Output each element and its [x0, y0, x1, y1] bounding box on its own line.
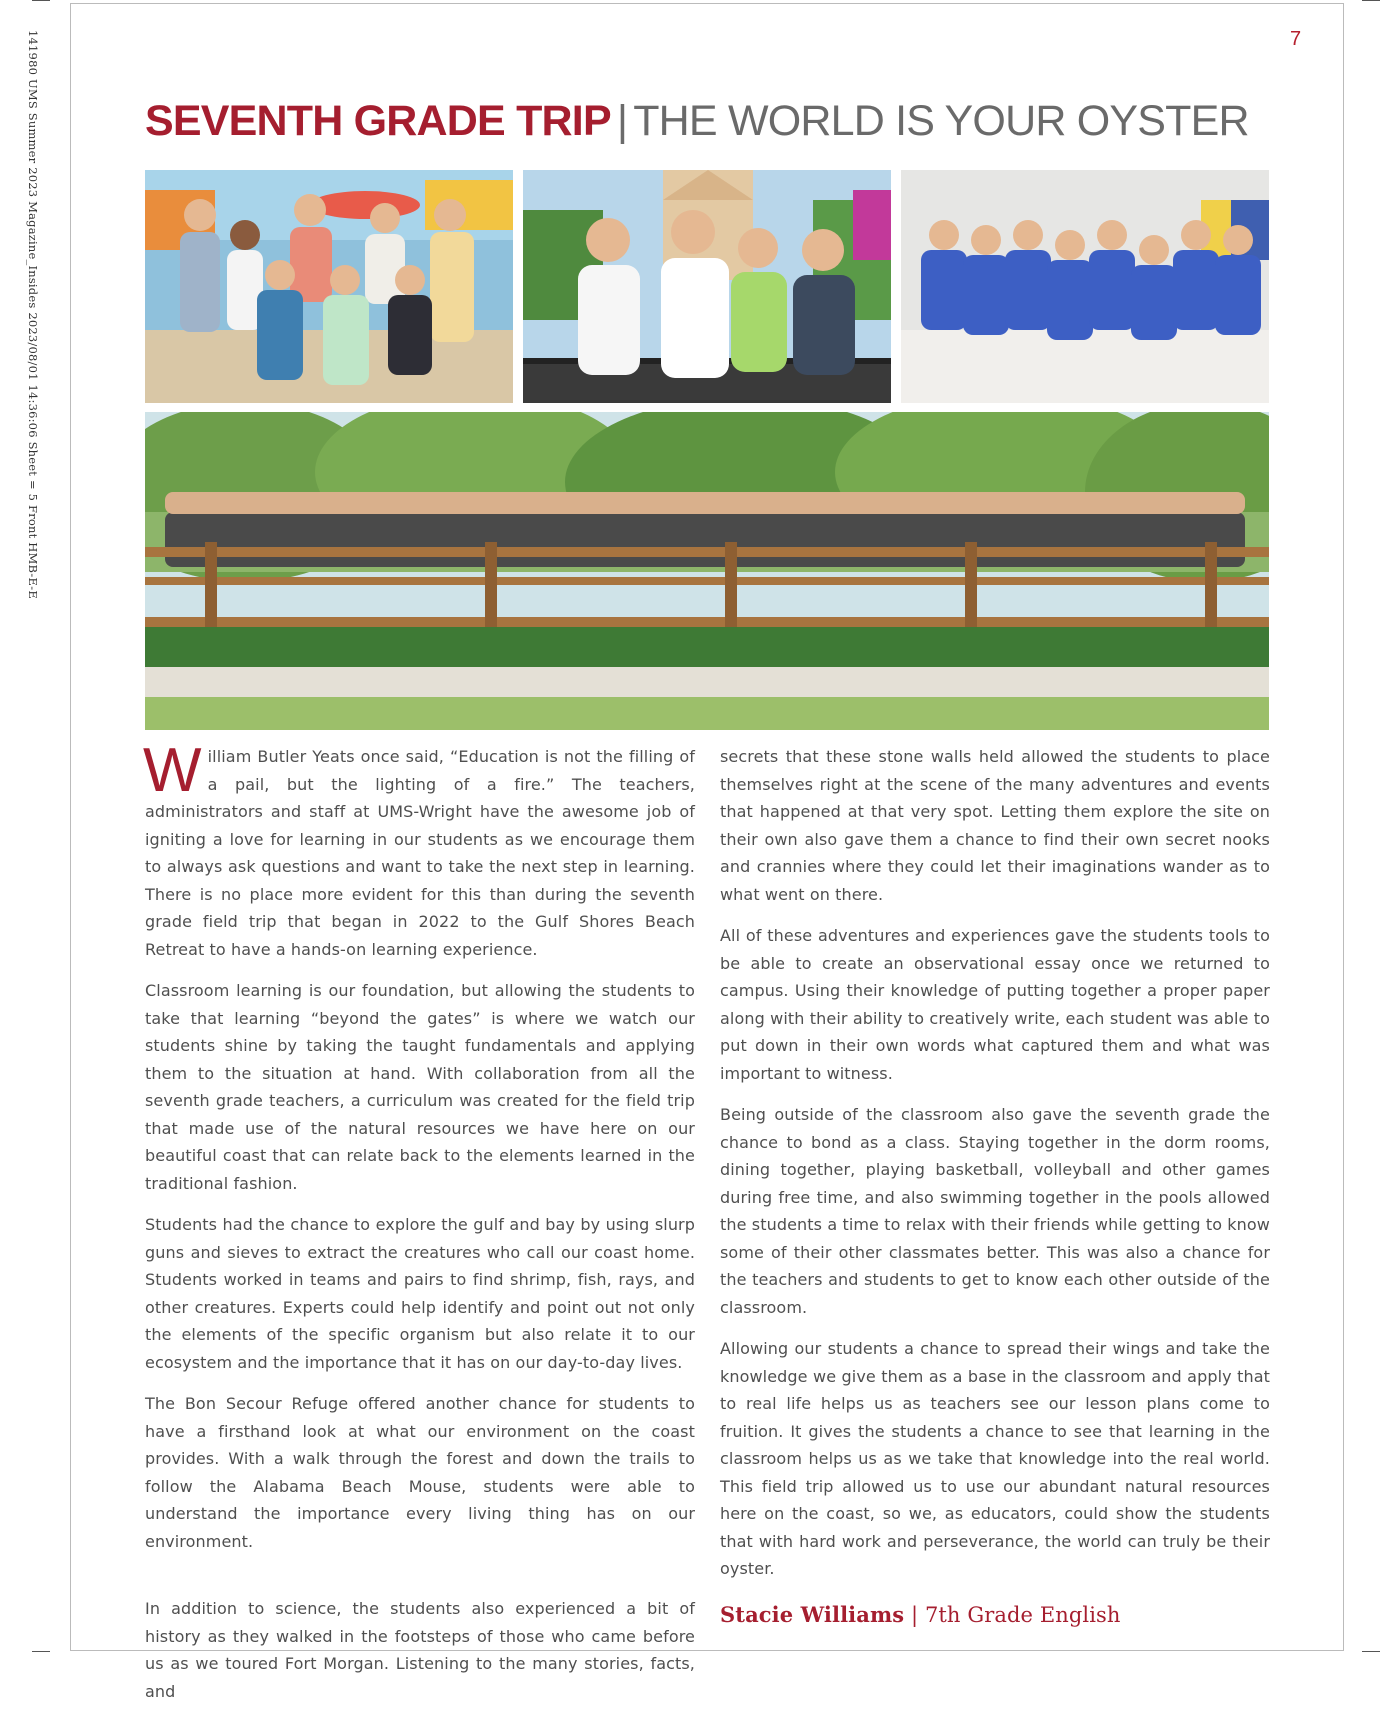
photo-girls-water-park	[145, 170, 513, 403]
author-role: 7th Grade English	[924, 1602, 1121, 1627]
article-paragraph: The Bon Secour Refuge offered another chance for students to have a firsthand look at what our environment on the coast provides. With a walk through the forest and down the trails to follow the Alabama Beach Mouse, students were able to understand the importance every living thing has on our environment.	[145, 1394, 695, 1551]
crop-mark	[32, 1651, 50, 1652]
title-subtitle: THE WORLD IS YOUR OYSTER	[633, 97, 1249, 145]
page-title	[145, 95, 1275, 147]
print-slug-text: 141980 UMS Summer 2023 Magazine_Insides 2023/08/01 14:36:06 Sheet = 5 Front HMB-E-E	[26, 30, 40, 599]
crop-mark	[1362, 0, 1380, 1]
article-paragraph: In addition to science, the students also experienced a bit of history as they walked in the footsteps of those who came before us as we toured Fort Morgan. Listening to the many stories, facts, and	[145, 1599, 695, 1701]
title-accent: SEVENTH GRADE TRIP	[145, 97, 611, 145]
signature-separator: |	[910, 1602, 919, 1627]
article-paragraph: Classroom learning is our foundation, but allowing the students to take that learning “beyond the gates” is where we watch our students shine by taking the taught fundamentals and applying them to the situation at hand. With collaboration from all the seventh grade teachers, a curriculum was created for the field trip that made use of the natural resources we have here on our beautiful coast that can relate back to the elements learned in the traditional fashion.	[145, 981, 695, 1193]
photo-boys-theme-park	[523, 170, 891, 403]
article-column-left	[143, 736, 695, 1719]
author-name: Stacie Williams	[720, 1601, 905, 1627]
article-column-right	[720, 743, 1270, 1629]
page-number: 7	[1290, 28, 1302, 50]
author-signature	[720, 1601, 1270, 1630]
crop-mark	[1362, 1651, 1380, 1652]
crop-mark	[32, 0, 50, 1]
article-paragraph: William Butler Yeats once said, “Education is not the filling of a pail, but the lighting of a fire.” The teachers, administrators and staff at UMS-Wright have the awesome job of igniting a love for learning in our students as we encourage them to always ask questions and want to take the next step in learning. There is no place more evident for this than during the seventh grade field trip that began in 2022 to the Gulf Shores Beach Retreat to have a hands-on learning experience.	[143, 736, 695, 959]
photo-class-panorama-boardwalk	[145, 412, 1269, 730]
print-slug	[10, 30, 40, 599]
article-paragraph: Allowing our students a chance to spread their wings and take the knowledge we give them as a base in the classroom and apply that to real life helps us as teachers see our lesson plans come to fruition. It gives the students a chance to see that learning in the classroom helps us as we take that knowledge into the real world. This field trip allowed us to use our abundant natural resources here on the coast, so we, as educators, could show the students that with hard work and perseverance, the world can truly be their oyster.	[720, 1339, 1270, 1578]
article-paragraph: secrets that these stone walls held allowed the students to place themselves right at the scene of the many adventures and events that happened at that very spot. Letting them explore the site on their own also gave them a chance to find their own secret nooks and crannies where they could let their imaginations wander as to what went on there.	[720, 747, 1270, 904]
article-paragraph: Being outside of the classroom also gave the seventh grade the chance to bond as a class. Staying together in the dorm rooms, dining together, playing basketball, volleyball and other games during free time, and also swimming together in the pools allowed the students a time to relax with their friends while getting to know some of their other classmates better. This was also a chance for the teachers and students to get to know each other outside of the classroom.	[720, 1105, 1270, 1317]
article-paragraph: Students had the chance to explore the gulf and bay by using slurp guns and sieves to extract the creatures who call our coast home. Students worked in teams and pairs to find shrimp, fish, rays, and other creatures. Experts could help identify and point out not only the elements of the specific organism but also relate it to our ecosystem and the importance that it has on our day-to-day lives.	[145, 1215, 695, 1372]
drop-cap: W	[143, 736, 202, 805]
paragraph-spacer	[145, 1569, 695, 1595]
photo-group-blue-shirts	[901, 170, 1269, 403]
title-separator: |	[616, 97, 628, 145]
article-paragraph: All of these adventures and experiences gave the students tools to be able to create an observational essay once we returned to campus. Using their knowledge of putting together a proper paper along with their ability to creatively write, each student was able to put down in their own words what captured them and what was important to witness.	[720, 926, 1270, 1083]
